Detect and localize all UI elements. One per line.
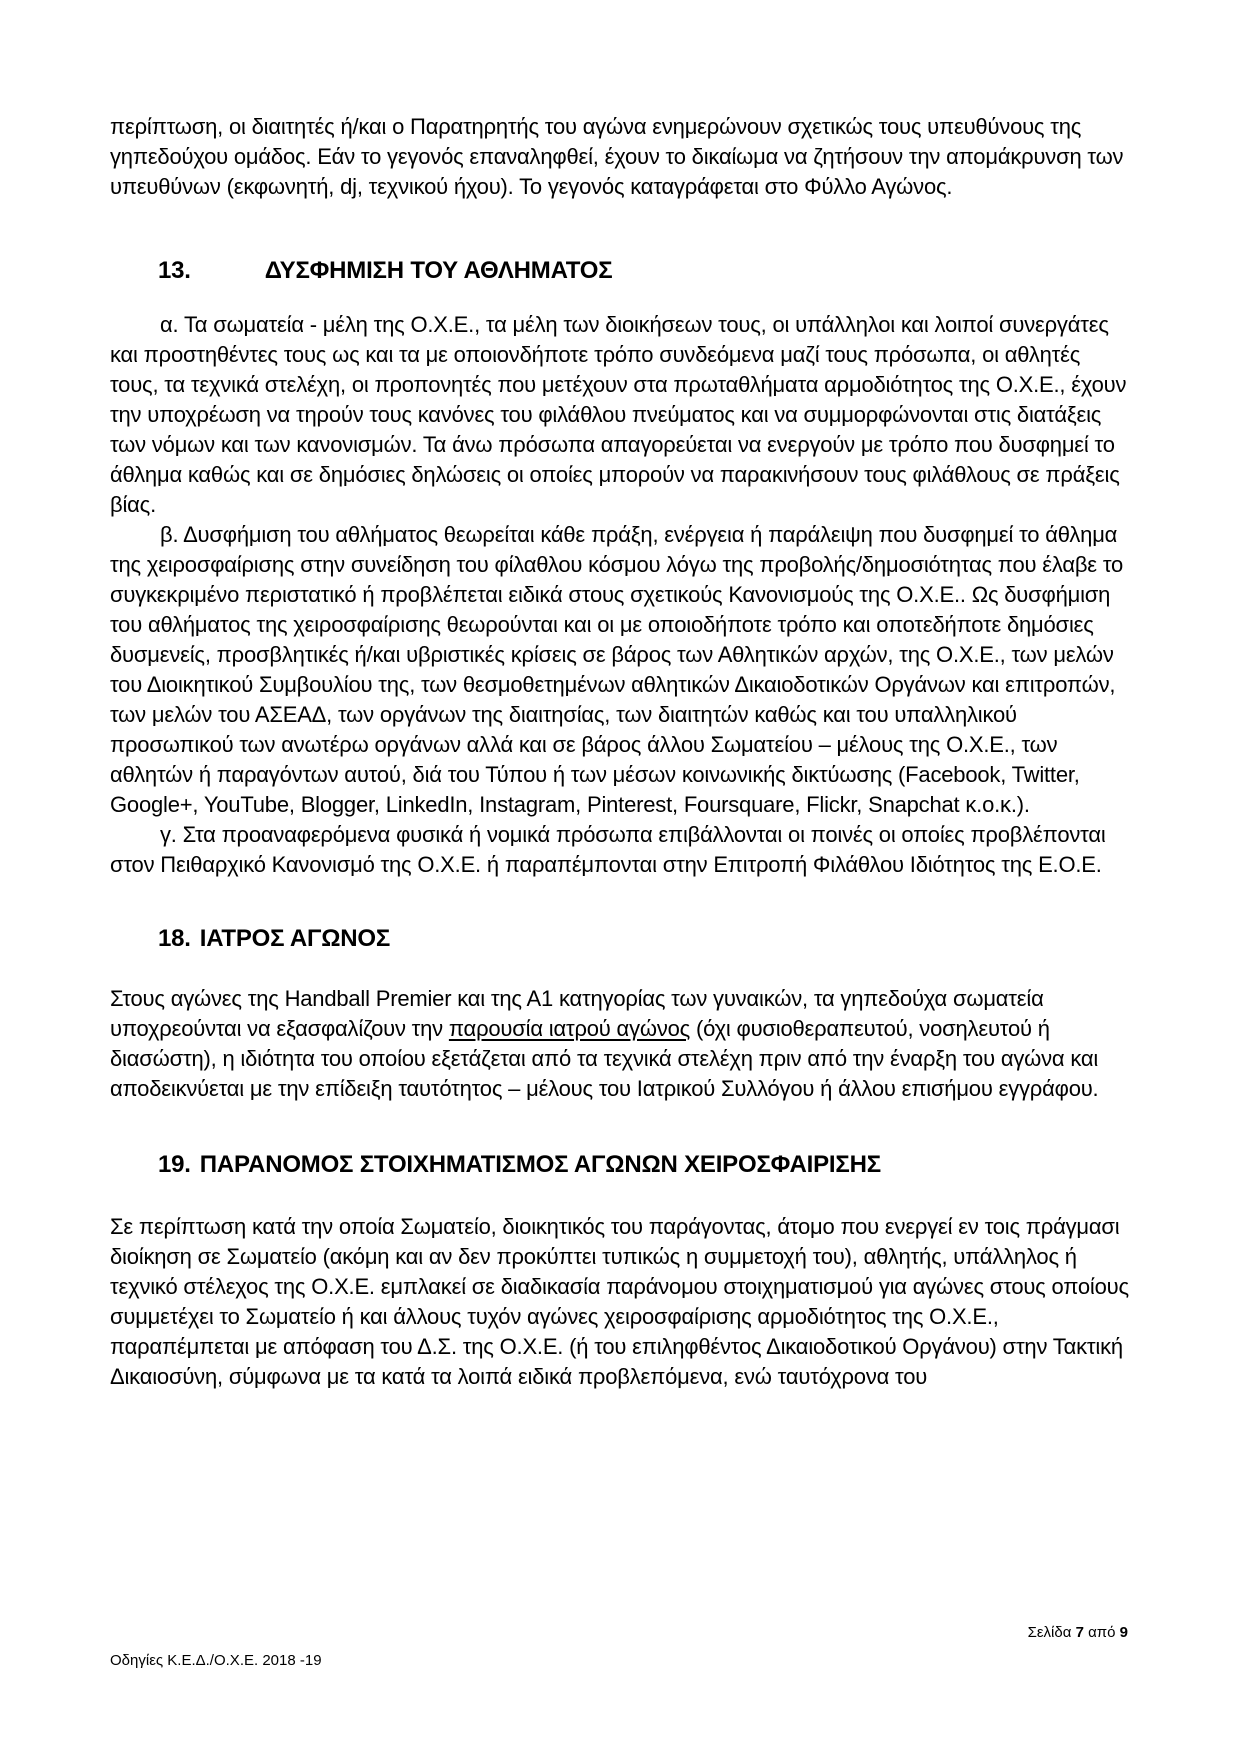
footer-page-number: 7 bbox=[1075, 1624, 1084, 1641]
section-19-number: 19. bbox=[158, 1151, 191, 1178]
section-13-number: 13. bbox=[158, 257, 191, 284]
section-19-title: ΠΑΡΑΝΟΜΟΣ ΣΤΟΙΧΗΜΑΤΙΣΜΟΣ ΑΓΩΝΩΝ ΧΕΙΡΟΣΦΑΙΡΙΣΗΣ bbox=[199, 1151, 881, 1178]
footer-page-word: Σελίδα bbox=[1027, 1624, 1072, 1641]
section-13-paragraph-c: γ. Στα προαναφερόμενα φυσικά ή νομικά πρόσωπα επιβάλλονται οι ποινές οι οποίες προβλέπονται στον Πειθαρχικό Κανονισμό της Ο.Χ.Ε. ή παραπέμπονται στην Επιτροπή Φιλάθλου Ιδιότητος της Ε.Ο.Ε. bbox=[110, 822, 1106, 877]
underlined-phrase-doctor-presence: παρουσία ιατρού αγώνος bbox=[448, 1016, 691, 1041]
section-18-text-before: Στους αγώνες της Handball Premier και της Α1 κατηγορίας των γυναικών, τα γηπεδούχα σωματεία υποχρεούνται να εξασφαλίζουν την bbox=[110, 986, 1044, 1041]
intro-paragraph: περίπτωση, οι διαιτητές ή/και ο Παρατηρητής του αγώνα ενημερώνουν σχετικώς τους υπευθύνους της γηπεδούχου ομάδος. Εάν το γεγονός επαναληφθεί, έχουν το δικαίωμα να ζητήσουν την απομάκρυνση των υπευθύνων (εκφωνητή, dj, τεχνικού ήχου). Το γεγονός καταγράφεται στο Φύλλο Αγώνος. bbox=[110, 114, 1124, 199]
footer-of-word: από bbox=[1088, 1624, 1116, 1641]
page-content bbox=[110, 112, 1132, 1392]
section-18-text-after: (όχι φυσιοθεραπευτού, νοσηλευτού ή διασώστη), η ιδιότητα του οποίου εξετάζεται από τα τεχνικά στελέχη πριν από την έναρξη του αγώνα και αποδεικνύεται με την επίδειξη ταυτότητος – μέλους του Ιατρικού Συλλόγου ή άλλου επισήμου εγγράφου. bbox=[110, 1016, 1099, 1101]
section-18-number: 18. bbox=[158, 925, 191, 952]
footer-doc-label: Οδηγίες Κ.Ε.Δ./Ο.Χ.Ε. 2018 -19 bbox=[110, 1652, 322, 1669]
section-19-paragraph: Σε περίπτωση κατά την οποία Σωματείο, διοικητικός του παράγοντας, άτομο που ενεργεί εν τοις πράγμασι διοίκηση σε Σωματείο (ακόμη και αν δεν προκύπτει τυπικώς η συμμετοχή του), αθλητής, υπάλληλος ή τεχνικό στέλεχος της Ο.Χ.Ε. εμπλακεί σε διαδικασία παράνομου στοιχηματισμού για αγώνες στους οποίους συμμετέχει το Σωματείο ή και άλλους τυχόν αγώνες χειροσφαίρισης αρμοδιότητος της Ο.Χ.Ε., παραπέμπεται με απόφαση του Δ.Σ. της Ο.Χ.Ε. (ή του επιληφθέντος Δικαιοδοτικού Οργάνου) στην Τακτική Δικαιοσύνη, σύμφωνα με τα κατά τα λοιπά ειδικά προβλεπόμενα, ενώ ταυτόχρονα του bbox=[110, 1214, 1129, 1389]
section-13-title: ΔΥΣΦΗΜΙΣΗ ΤΟΥ ΑΘΛΗΜΑΤΟΣ bbox=[264, 257, 613, 284]
footer-total-pages: 9 bbox=[1119, 1624, 1128, 1641]
section-18-title: ΙΑΤΡΟΣ ΑΓΩΝΟΣ bbox=[199, 925, 391, 952]
section-13-paragraph-b: β. Δυσφήμιση του αθλήματος θεωρείται κάθε πράξη, ενέργεια ή παράλειψη που δυσφημεί το άθλημα της χειροσφαίρισης στην συνείδηση του φίλαθλου κόσμου λόγω της προβολής/δημοσιότητας που έλαβε το συγκεκριμένο περιστατικό ή προβλέπεται ειδικά στους σχετικούς Κανονισμούς της Ο.Χ.Ε.. Ως δυσφήμιση του αθλήματος της χειροσφαίρισης θεωρούνται και οι με οποιοδήποτε τρόπο και οποτεδήποτε δημόσιες δυσμενείς, προσβλητικές ή/και υβριστικές κρίσεις σε βάρος των Αθλητικών αρχών, της Ο.Χ.Ε., των μελών του Διοικητικού Συμβουλίου της, των θεσμοθετημένων αθλητικών Δικαιοδοτικών Οργάνων και επιτροπών, των μελών του ΑΣΕΑΔ, των οργάνων της διαιτησίας, των διαιτητών καθώς και του υπαλληλικού προσωπικού των ανωτέρω οργάνων αλλά και σε βάρος άλλου Σωματείου – μέλους της Ο.Χ.Ε., των αθλητών ή παραγόντων αυτού, διά του Τύπου ή των μέσων κοινωνικής δικτύωσης (Facebook, Twitter, Google+, YouTube, Blogger, LinkedIn, Instagram, Pinterest, Foursquare, Flickr, Snapchat κ.ο.κ.). bbox=[110, 522, 1124, 817]
section-18-paragraph bbox=[110, 984, 1132, 1104]
section-19-heading bbox=[110, 1150, 1132, 1180]
section-18-heading bbox=[110, 924, 1132, 954]
section-13-paragraph-a: α. Τα σωματεία - μέλη της Ο.Χ.Ε., τα μέλη των διοικήσεων τους, οι υπάλληλοι και λοιποί συνεργάτες και προστηθέντες τους ως και τα με οποιονδήποτε τρόπο συνδεόμενα μαζί τους πρόσωπα, οι αθλητές τους, τα τεχνικά στελέχη, οι προπονητές που μετέχουν στα πρωταθλήματα αρμοδιότητος της Ο.Χ.Ε., έχουν την υποχρέωση να τηρούν τους κανόνες του φιλάθλου πνεύματος και να συμμορφώνονται στις διατάξεις των νόμων και των κανονισμών. Τα άνω πρόσωπα απαγορεύεται να ενεργούν με τρόπο που δυσφημεί το άθλημα καθώς και σε δημόσιες δηλώσεις οι οποίες μπορούν να παρακινήσουν τους φιλάθλους σε πράξεις βίας. bbox=[110, 312, 1127, 517]
footer-page-info bbox=[1028, 1624, 1128, 1642]
section-13-heading bbox=[110, 256, 1132, 286]
